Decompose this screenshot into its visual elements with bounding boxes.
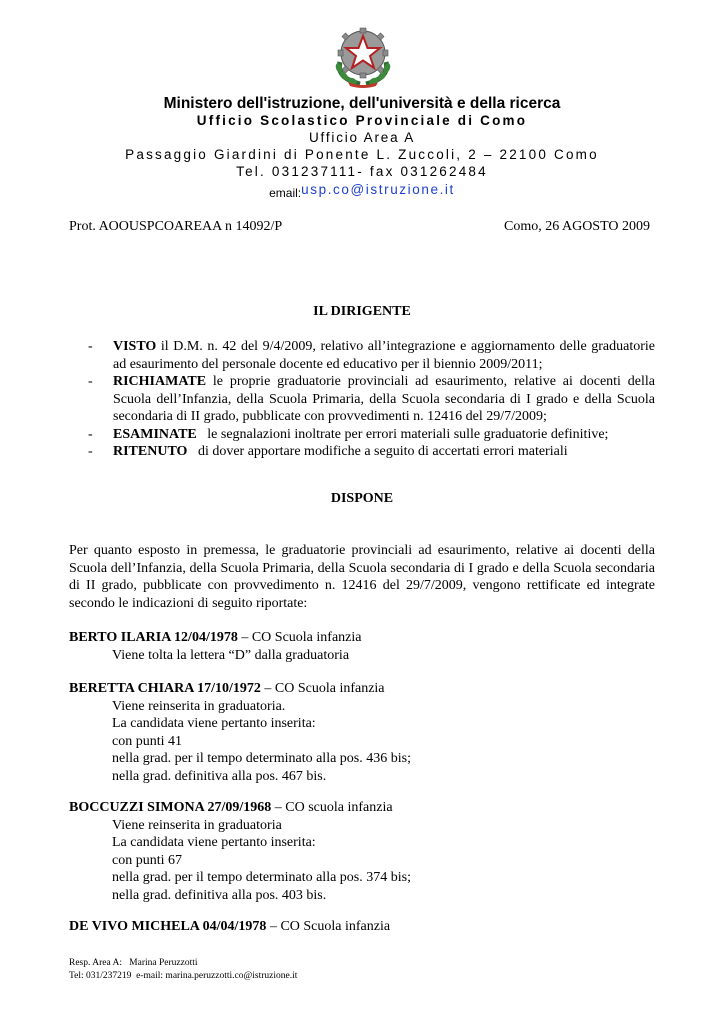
consideration-item: [88, 426, 655, 444]
candidate-detail: nella grad. per il tempo determinato alla pos. 436 bis;: [112, 751, 411, 766]
candidate-name: BERETTA CHIARA 17/10/1972: [69, 681, 261, 696]
place-date: Como, 26 AGOSTO 2009: [504, 219, 650, 234]
consideration-text: di dover apportare modifiche a seguito di accertati errori materiali: [187, 444, 568, 459]
candidate-heading: [69, 680, 669, 698]
candidate-detail: nella grad. definitiva alla pos. 467 bis.: [112, 768, 327, 784]
office-email-line: [0, 181, 724, 200]
consideration-item: [88, 373, 655, 426]
candidate-detail: Viene reinserita in graduatoria: [112, 817, 282, 833]
office-address: Passaggio Giardini di Ponente L. Zuccoli, 2 – 22100 Como: [125, 147, 599, 162]
consideration-item: [88, 443, 655, 461]
office-name: Ufficio Scolastico Provinciale di Como: [196, 113, 528, 128]
candidate-heading: [69, 799, 669, 817]
candidate-school: – CO Scuola infanzia: [260, 681, 385, 696]
candidate-entry: [69, 680, 669, 785]
email-label: email:: [269, 186, 302, 200]
consideration-text: il D.M. n. 42 del 9/4/2009, relativo all’integrazione e aggiornamento delle graduatorie ad esaurimento del personale docente ed educativo per il biennio 2009/2011;: [113, 339, 655, 372]
candidate-name: BOCCUZZI SIMONA 27/09/1968: [69, 800, 272, 815]
candidate-heading: [69, 629, 669, 647]
candidate-heading: [69, 918, 669, 936]
email-link[interactable]: usp.co@istruzione.it: [301, 182, 455, 197]
list-dash: -: [88, 426, 93, 442]
candidate-detail: Viene tolta la lettera “D” dalla graduatoria: [112, 647, 350, 663]
candidate-detail: nella grad. per il tempo determinato alla pos. 374 bis;: [112, 870, 411, 885]
candidate-name: DE VIVO MICHELA 04/04/1978: [69, 919, 267, 934]
considerations-list: [88, 338, 655, 461]
consideration-keyword: ESAMINATE: [113, 426, 197, 442]
consideration-keyword: RICHIAMATE: [113, 374, 207, 389]
footer-responsible: Resp. Area A: Marina Peruzzotti: [69, 958, 198, 968]
consideration-keyword: VISTO: [113, 339, 157, 354]
footer-contact: Tel: 031/237219 e-mail: marina.peruzzotti.co@istruzione.it: [69, 971, 298, 981]
office-phone-fax: Tel. 031237111- fax 031262484: [236, 164, 488, 179]
candidate-school: – CO scuola infanzia: [271, 800, 393, 815]
consideration-item: [88, 338, 655, 373]
candidate-entry: [69, 629, 669, 664]
candidate-entry: [69, 799, 669, 904]
candidate-detail: La candidata viene pertanto inserita:: [112, 835, 316, 850]
candidate-detail: La candidata viene pertanto inserita:: [112, 716, 316, 731]
list-dash: -: [88, 444, 93, 459]
decision-intro: Per quanto esposto in premessa, le graduatorie provinciali ad esaurimento, relative ai docenti della Scuola dell’Infanzia, della Scuola Primaria, della Scuola secondaria di I grado e della Scuola secondaria di II grado, pubblicate con provvedimento n. 12416 del 29/7/2009, vengono rettificate ed integrate secondo le indicazioni di seguito riportate:: [69, 543, 655, 611]
candidate-detail: con punti 41: [112, 733, 182, 749]
candidate-detail: nella grad. definitiva alla pos. 403 bis.: [112, 887, 327, 903]
protocol-number: Prot. AOOUSPCOAREAA n 14092/P: [69, 219, 283, 234]
candidate-detail: Viene reinserita in graduatoria.: [112, 698, 286, 714]
office-area: Ufficio Area A: [309, 130, 415, 145]
candidate-name: BERTO ILARIA 12/04/1978: [69, 630, 238, 645]
list-dash: -: [88, 339, 93, 354]
document-title: IL DIRIGENTE: [313, 304, 411, 319]
candidate-school: – CO Scuola infanzia: [266, 919, 391, 934]
candidate-school: – CO Scuola infanzia: [237, 630, 362, 645]
consideration-text: le proprie graduatorie provinciali ad esaurimento, relative ai docenti della Scuola dell’Infanzia, della Scuola Primaria, della Scuola secondaria di I grado e della Scuola secondaria di II grado, pubblicate con provvedimenti n. 12416 del 29/7/2009;: [113, 374, 655, 424]
italian-republic-emblem-icon: [330, 22, 396, 88]
consideration-keyword: RITENUTO: [113, 444, 188, 459]
ministry-name: Ministero dell'istruzione, dell'università e della ricerca: [163, 95, 561, 112]
candidate-detail: con punti 67: [112, 852, 182, 868]
decision-title: DISPONE: [330, 491, 394, 506]
candidate-entry: [69, 918, 669, 936]
list-dash: -: [88, 374, 93, 389]
consideration-text: le segnalazioni inoltrate per errori materiali sulle graduatorie definitive;: [196, 426, 609, 442]
